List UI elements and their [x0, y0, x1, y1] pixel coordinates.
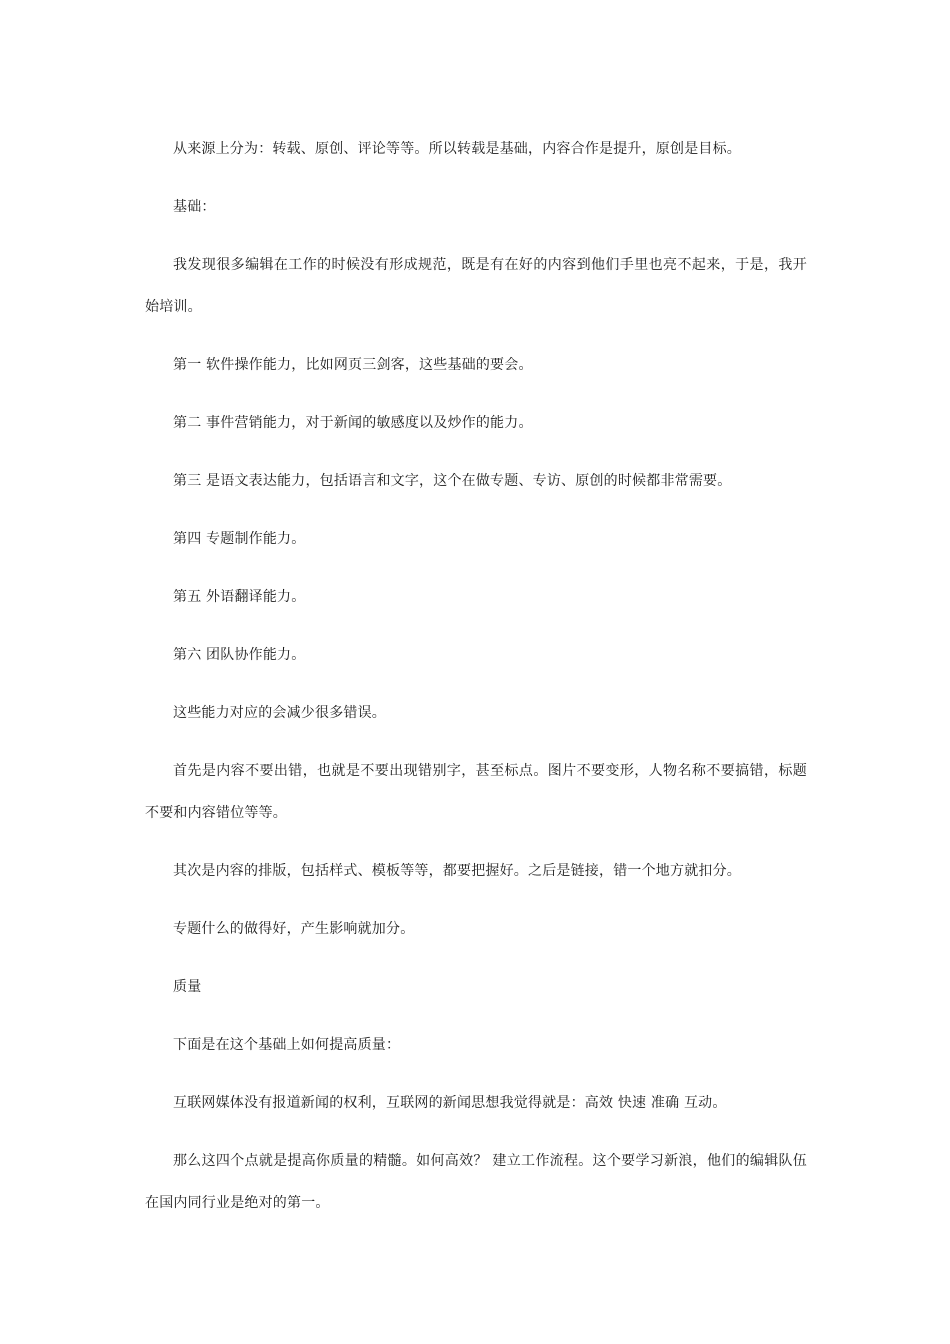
paragraph: 其次是内容的排版，包括样式、模板等等，都要把握好。之后是链接，错一个地方就扣分。 — [173, 863, 741, 879]
paragraph: 第六 团队协作能力。 — [173, 647, 306, 663]
section-heading: 质量 — [173, 979, 202, 995]
paragraph: 第一 软件操作能力，比如网页三剑客，这些基础的要会。 — [173, 357, 533, 373]
paragraph: 基础： — [173, 199, 216, 215]
paragraph: 从来源上分为：转载、原创、评论等等。所以转载是基础，内容合作是提升，原创是目标。 — [173, 141, 741, 157]
paragraph: 第二 事件营销能力，对于新闻的敏感度以及炒作的能力。 — [173, 415, 533, 431]
document-body — [145, 128, 807, 1224]
paragraph: 这些能力对应的会减少很多错误。 — [173, 705, 386, 721]
paragraph: 第四 专题制作能力。 — [173, 531, 306, 547]
paragraph: 专题什么的做得好，产生影响就加分。 — [173, 921, 415, 937]
paragraph: 第三 是语文表达能力，包括语言和文字，这个在做专题、专访、原创的时候都非常需要。 — [173, 473, 732, 489]
paragraph: 下面是在这个基础上如何提高质量： — [173, 1037, 401, 1053]
paragraph: 那么这四个点就是提高你质量的精髓。如何高效？ 建立工作流程。这个要学习新浪，他们的编辑队伍在国内同行业是绝对的第一。 — [145, 1153, 807, 1211]
paragraph: 首先是内容不要出错，也就是不要出现错别字，甚至标点。图片不要变形，人物名称不要搞错，标题不要和内容错位等等。 — [145, 763, 807, 821]
paragraph: 我发现很多编辑在工作的时候没有形成规范，既是有在好的内容到他们手里也亮不起来，于是，我开始培训。 — [145, 257, 807, 315]
paragraph: 第五 外语翻译能力。 — [173, 589, 306, 605]
paragraph: 互联网媒体没有报道新闻的权利，互联网的新闻思想我觉得就是：高效 快速 准确 互动。 — [173, 1095, 727, 1111]
